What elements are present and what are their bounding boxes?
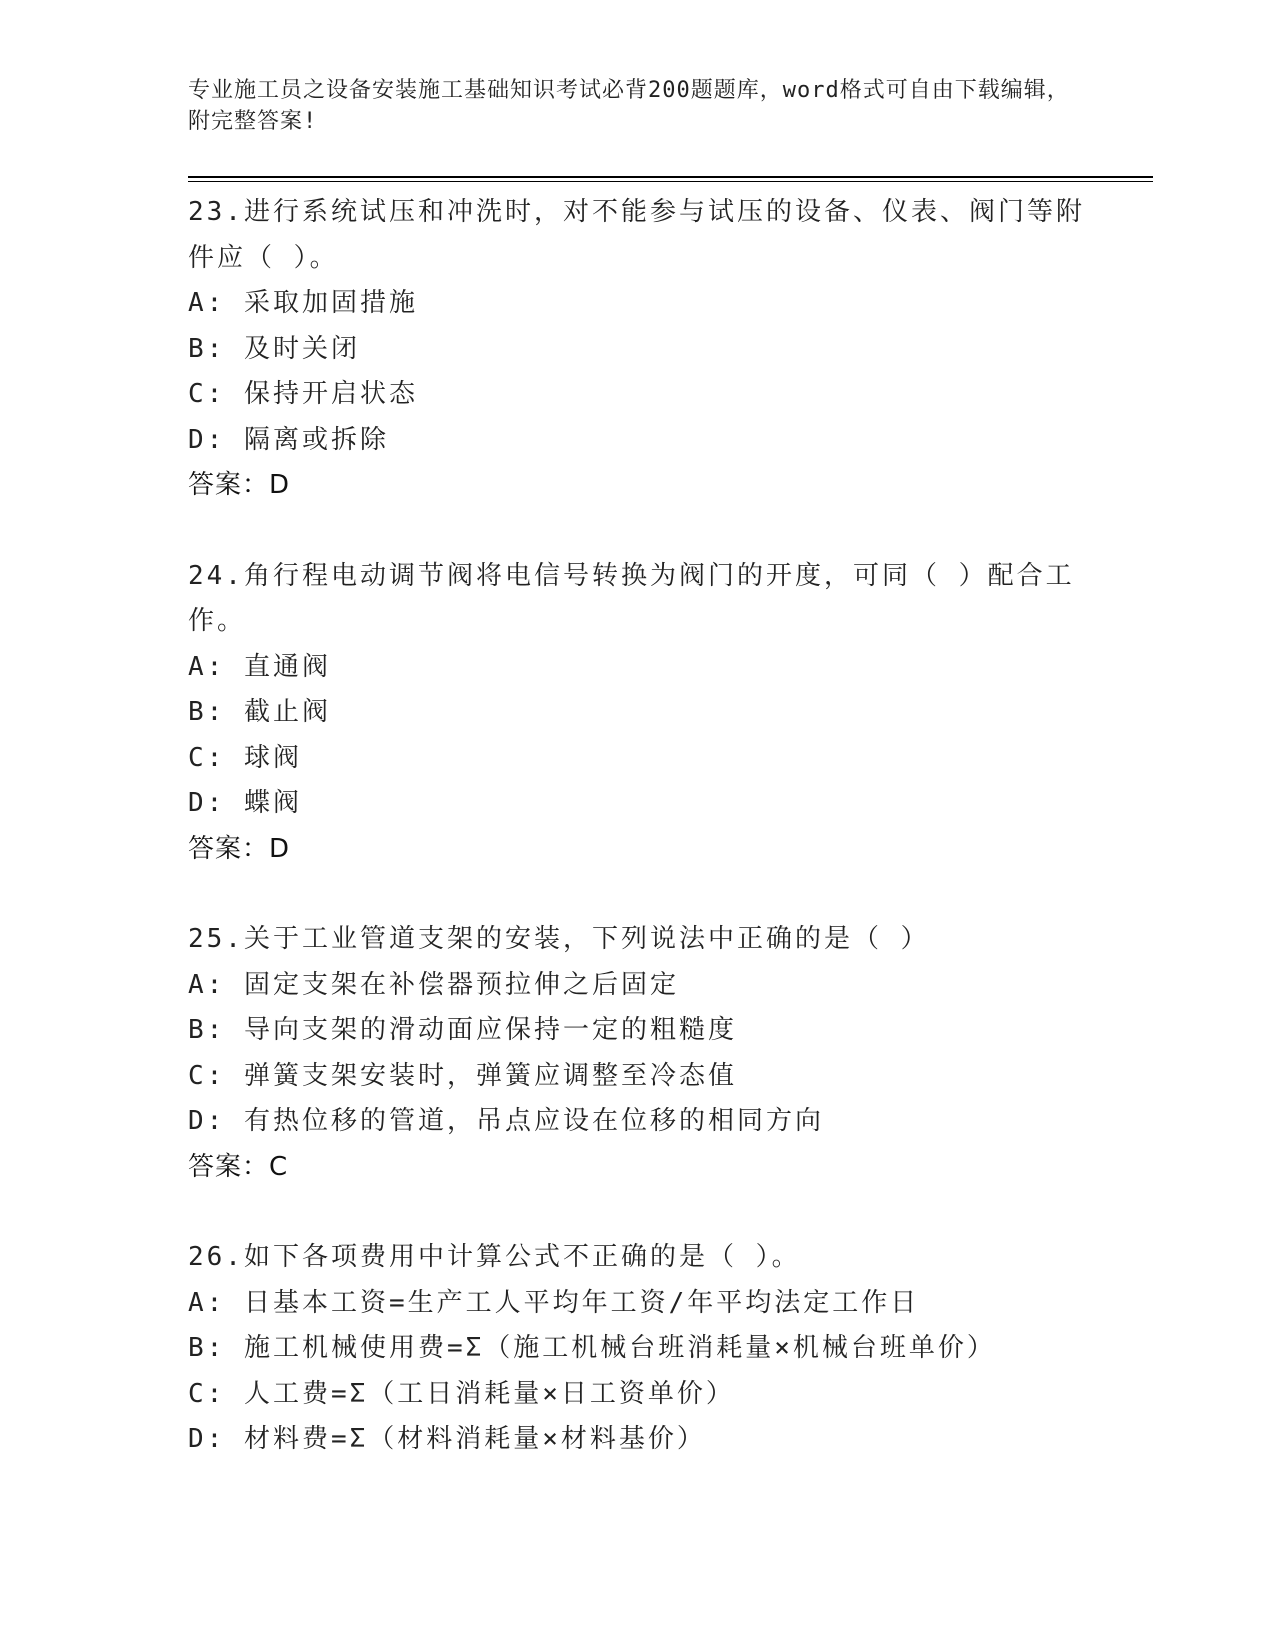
answer: 答案：C bbox=[188, 1151, 289, 1182]
option-a: A: 直通阀 bbox=[188, 651, 331, 682]
option-a: A: 固定支架在补偿器预拉伸之后固定 bbox=[188, 969, 679, 1000]
question-25 bbox=[188, 917, 1148, 1190]
option-d: D: 蝶阀 bbox=[188, 788, 302, 818]
question-stem: 25.关于工业管道支架的安装，下列说法中正确的是（ ） bbox=[188, 924, 930, 954]
answer: 答案：D bbox=[188, 833, 291, 864]
option-c: C: 人工费=Σ（工日消耗量×日工资单价） bbox=[188, 1378, 735, 1409]
question-26 bbox=[188, 1235, 1148, 1463]
option-a: A: 日基本工资=生产工人平均年工资/年平均法定工作日 bbox=[188, 1287, 920, 1318]
option-d: D: 隔离或拆除 bbox=[188, 424, 389, 455]
option-a: A: 采取加固措施 bbox=[188, 288, 418, 318]
header-rule-thin bbox=[188, 181, 1153, 182]
question-list bbox=[188, 190, 1148, 1463]
question-spacer bbox=[188, 1190, 1148, 1235]
document-header: 专业施工员之设备安装施工基础知识考试必背200题题库，word格式可自由下载编辑，附完整答案! bbox=[188, 78, 1070, 134]
question-stem: 23.进行系统试压和冲洗时，对不能参与试压的设备、仪表、阀门等附件应（ ）。 bbox=[188, 197, 1085, 273]
question-stem: 24.角行程电动调节阀将电信号转换为阀门的开度，可同（ ）配合工作。 bbox=[188, 560, 1075, 636]
option-b: B: 截止阀 bbox=[188, 697, 331, 727]
option-c: C: 球阀 bbox=[188, 742, 302, 773]
option-d: D: 材料费=Σ（材料消耗量×材料基价） bbox=[188, 1424, 706, 1454]
question-23 bbox=[188, 190, 1148, 509]
option-b: B: 施工机械使用费=Σ（施工机械台班消耗量×机械台班单价） bbox=[188, 1333, 996, 1363]
header-rule-thick bbox=[188, 176, 1153, 178]
question-24 bbox=[188, 554, 1148, 873]
option-c: C: 保持开启状态 bbox=[188, 379, 418, 409]
option-c: C: 弹簧支架安装时，弹簧应调整至冷态值 bbox=[188, 1060, 737, 1091]
option-d: D: 有热位移的管道，吊点应设在位移的相同方向 bbox=[188, 1106, 824, 1136]
answer: 答案：D bbox=[188, 470, 291, 500]
option-b: B: 导向支架的滑动面应保持一定的粗糙度 bbox=[188, 1015, 737, 1045]
question-stem: 26.如下各项费用中计算公式不正确的是（ ）。 bbox=[188, 1242, 801, 1272]
question-spacer bbox=[188, 872, 1148, 917]
document-page bbox=[188, 0, 1148, 1650]
option-b: B: 及时关闭 bbox=[188, 333, 360, 364]
question-spacer bbox=[188, 509, 1148, 554]
